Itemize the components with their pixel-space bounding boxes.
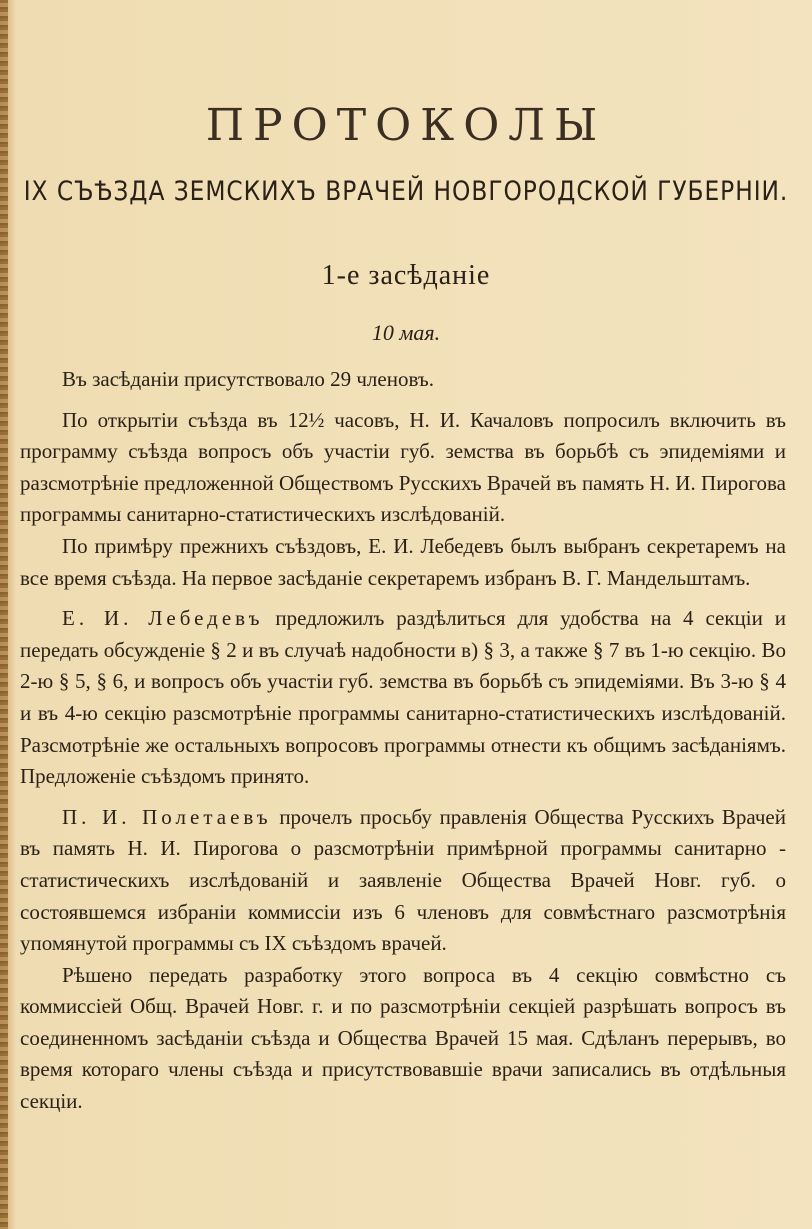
paragraph-sections-text: предложилъ раздѣлиться для удобства на 4 секціи и передать обсужденіе § 2 и въ случаѣ надобности в) § 3, а также § 7 въ 1-ю секцію. Во 2-ю § 5, § 6, и вопросъ объ участіи губ. земства въ борьбѣ съ эпидеміями. Въ 3-ю § 4 и въ 4-ю секцію разсмотрѣніе программы санитарно-статистическихъ изслѣдованій. Разсмотрѣніе же остальныхъ вопросовъ программы отнести къ общимъ засѣданіямъ. Предложеніе съѣздомъ принято.: [20, 606, 786, 789]
session-date: 10 мая.: [371, 320, 441, 345]
page-title: ПРОТОКОЛЫ: [205, 100, 607, 151]
paragraph-pirogov-request: [20, 802, 786, 960]
book-spine-edge: [0, 0, 8, 1229]
paragraph-pirogov-text: прочелъ просьбу правленія Общества Русскихъ Врачей въ память Н. И. Пирогова о разсмотрѣніи примѣрной программы санитарно - статистическихъ изслѣдованій и заявленіе Общества Врачей Новг. губ. о состоявшемся избраніи коммиссіи изъ 6 членовъ для совмѣстнаго разсмотрѣнія упомянутой программы съ IX съѣздомъ врачей.: [20, 804, 786, 956]
speaker-name: П. И. Полетаевъ: [62, 804, 272, 829]
paragraph-sections: [20, 603, 786, 793]
speaker-name: Е. И. Лебедевъ: [62, 606, 264, 631]
paragraph-attendance: Въ засѣданіи присутствовало 29 членовъ.: [62, 367, 434, 391]
session-heading: 1-е засѣданіе: [321, 260, 491, 291]
paragraph-opening: По открытіи съѣзда въ 12½ часовъ, Н. И. Качаловъ попросилъ включить въ программу съѣзда вопросъ объ участіи губ. земства въ борьбѣ съ эпидеміями и разсмотрѣніе предложенной Обществомъ Русскихъ Врачей въ память Н. И. Пирогова программы санитарно-статистическихъ изслѣдованій.: [20, 407, 786, 527]
paragraph-decision: Рѣшено передать разработку этого вопроса въ 4 секцію совмѣстно съ коммиссіей Общ. Врачей Новг. г. и по разсмотрѣніи секціей разрѣшать вопросъ въ соединенномъ засѣданіи съѣзда и Общества Врачей 15 мая. Сдѣланъ перерывъ, во время котораго члены съѣзда и присутствовавшіе врачи записались въ отдѣльныя секціи.: [20, 962, 786, 1114]
paragraph-secretary: По примѣру прежнихъ съѣздовъ, Е. И. Лебедевъ былъ выбранъ секретаремъ на все время съѣзда. На первое засѣданіе секретаремъ избранъ В. Г. Мандельштамъ.: [20, 533, 786, 590]
protocol-body: [20, 364, 786, 1118]
page-subtitle: IX СЪѢЗДА ЗЕМСКИХЪ ВРАЧЕЙ НОВГОРОДСКОЙ ГУБЕРНІИ.: [23, 176, 789, 207]
